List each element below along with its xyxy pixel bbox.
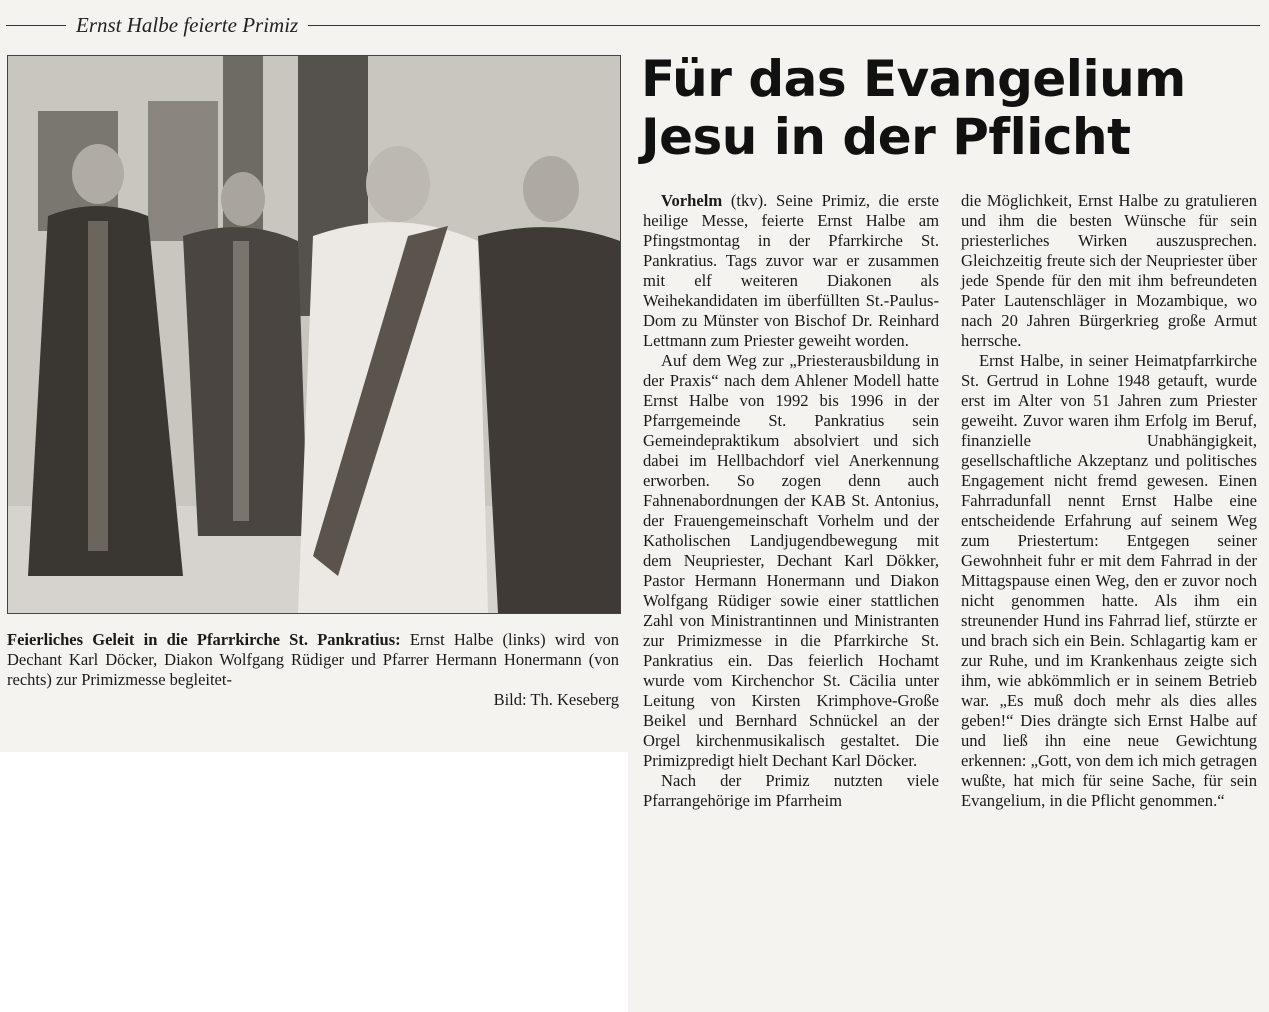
paragraph-text: (tkv). Seine Primiz, die erste heilige Messe, feierte Ernst Halbe am Pfingstmontag in der Pfarrkirche St. Pankratius. Tags zuvor war er zusammen mit elf weiteren Diakonen als Weihekandidaten im überfüllten St.-Paulus-Dom zu Münster von Bischof Dr. Reinhard Lettmann zum Priester geweiht worden. (643, 191, 939, 350)
paragraph: die Möglichkeit, Ernst Halbe zu gratulieren und ihm die besten Wünsche für sein priesterliches Wirken auszusprechen. Gleichzeitig freute sich der Neupriester über jede Spende für den mit ihm befreundeten Pater Lautenschläger in Mozambique, wo nach 20 Jahren Bürgerkrieg große Armut herrsche. (961, 191, 1257, 350)
blank-area (0, 752, 628, 1012)
headline (641, 50, 1261, 166)
caption-lead: Feierliches Geleit in die Pfarrkirche St. Pankratius: (7, 630, 401, 649)
paragraph: Ernst Halbe, in seiner Heimatpfarrkirche St. Gertrud in Lohne 1948 getauft, wurde erst im Alter von 51 Jahren zum Priester geweiht. Zuvor waren ihm Erfolg im Beruf, finanzielle Unabhängigkeit, gesellschaftliche Akzeptanz und politisches Engagement nicht fremd gewesen. Einen Fahrradunfall nennt Ernst Halbe eine entscheidende Erfahrung auf seinem Weg zum Priestertum: Entgegen seiner Gewohnheit fuhr er mit dem Fahrrad in der Mittagspause einen Weg, den er zuvor noch nicht genommen hatte. Als ihm ein streunender Hund ins Fahrrad lief, stürzte er und brach sich ein Bein. Schlagartig kam er zur Ruhe, und im Krankenhaus zeigte sich ihm, wie abkömmlich er in seinem Betrieb war. „Es muß doch mehr als dies alles geben!“ Dies drängte sich Ernst Halbe auf und ließ ihn eine neue Gewichtung erkennen: „Gott, von dem ich mich getragen wußte, hat mich für seine Sache, für sein Evangelium, in die Pflicht genommen.“ (961, 351, 1257, 810)
paragraph (643, 191, 939, 351)
paragraph: Auf dem Weg zur „Priesterausbildung in der Praxis“ nach dem Ahlener Modell hatte Ernst Halbe von 1992 bis 1996 in der Pfarrgemeinde St. Pankratius sein Gemeindepraktikum absolviert und sich dabei im Hellbachdorf viel Anerkennung erworben. So zogen denn auch Fahnenabordnungen der KAB St. Antonius, der Frauengemeinschaft Vorhelm und der Katholischen Landjugendbewegung mit dem Neupriester, Dechant Karl Dökker, Pastor Hermann Honermann und Diakon Wolfgang Rüdiger sowie einer stattlichen Zahl von Ministrantinnen und Ministranten zur Primizmesse in die Pfarrkirche St. Pankratius ein. Das feierlich Hochamt wurde vom Kirchenchor St. Cäcilia unter Leitung von Kirsten Krimphove-Große Beikel und Bernhard Schnückel an der Orgel kirchenmusikalisch gestaltet. Die Primizpredigt hielt Dechant Karl Döcker. (643, 351, 939, 770)
dateline: Vorhelm (661, 191, 723, 210)
kicker-rule-right (308, 25, 1260, 26)
photo-caption (7, 630, 619, 710)
kicker: Ernst Halbe feierte Primiz (76, 12, 299, 37)
kicker-row (6, 10, 1260, 40)
photo-illustration (8, 56, 620, 613)
article-column-2 (961, 191, 1257, 811)
headline-line-2: Jesu in der Pflicht (641, 108, 1131, 166)
caption-text: Ernst Halbe (links) wird von Dechant Karl Döcker, Diakon Wolfgang Rüdiger und Pfarrer Hermann Honermann (von rechts) zur Primizmesse begleitet- (7, 630, 619, 689)
kicker-rule-left (6, 25, 66, 26)
paragraph: Nach der Primiz nutzten viele Pfarrangehörige im Pfarrheim (643, 771, 939, 810)
procession-photo (7, 55, 621, 614)
headline-line-1: Für das Evangelium (641, 50, 1186, 108)
article-column-1 (643, 191, 939, 811)
photo-credit: Bild: Th. Keseberg (493, 690, 619, 709)
